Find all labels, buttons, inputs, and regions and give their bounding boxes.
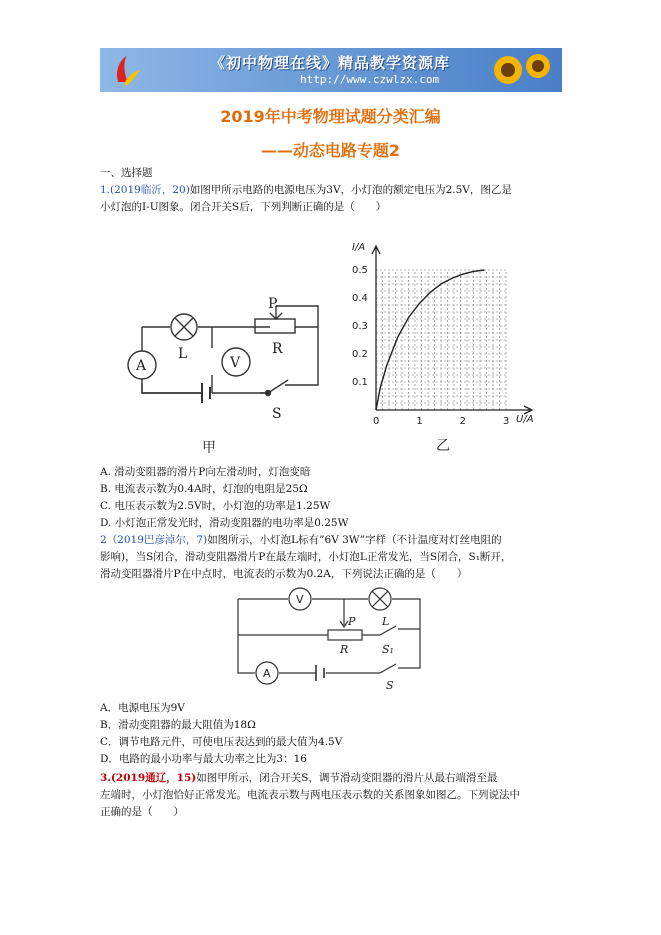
question-2-line1 xyxy=(100,532,502,549)
q1-option-a: A. 滑动变阻器的滑片P向左滑动时，灯泡变暗 xyxy=(100,466,311,478)
section-heading: 一、选择题 xyxy=(100,167,153,179)
q1-number: 1. xyxy=(100,184,111,196)
q2-label-lamp: L xyxy=(382,615,390,628)
chart-x-tick-label: 2 xyxy=(459,416,467,427)
q2-circuit-diagram xyxy=(230,585,430,695)
q1-option-c: C. 电压表示数为2.5V时，小灯泡的功率是1.25W xyxy=(100,500,331,512)
chart-ylabel: I/A xyxy=(352,242,366,253)
q1-fig-caption-left: 甲 xyxy=(202,440,216,456)
chart-x-tick-label: 0 xyxy=(373,416,380,427)
q2-label-resistor: R xyxy=(340,643,349,656)
q2-option-b: B．滑动变阻器的最大阻值为18Ω xyxy=(100,719,256,731)
q1-label-slider: P xyxy=(268,296,278,312)
q1-label-lamp: L xyxy=(178,346,188,362)
q1-option-b: B. 电流表示数为0.4A时，灯泡的电阻是25Ω xyxy=(100,483,308,495)
question-2-line2: 影响)，当S闭合，滑动变阻器滑片P在最左端时，小灯泡L正常发光，当S闭合，S₁断开， xyxy=(100,551,512,563)
chart-y-tick-label: 0.3 xyxy=(352,321,368,332)
q3-text-1: 如图甲所示，闭合开关S，调节滑动变阻器的滑片从最右端滑至最 xyxy=(196,772,498,784)
chart-xlabel: U/A xyxy=(516,414,534,425)
q2-label-slider: P xyxy=(348,615,356,628)
q2-label-ammeter: A xyxy=(263,667,271,680)
question-3-line3: 正确的是（ ） xyxy=(100,806,184,818)
header-banner xyxy=(100,48,562,92)
q1-fig-caption-right: 乙 xyxy=(436,438,450,454)
q1-label-resistor: R xyxy=(272,341,283,357)
q1-label-switch: S xyxy=(272,406,282,422)
q3-number: 3. xyxy=(100,772,111,784)
site-logo-icon xyxy=(108,52,144,88)
q1-text-1: 如图甲所示电路的电源电压为3V，小灯泡的额定电压为2.5V，图乙是 xyxy=(189,184,512,196)
q1-source: (2019临沂，20) xyxy=(110,184,190,196)
chart-grid xyxy=(376,270,506,410)
question-2-line3: 滑动变阻器滑片P在中点时，电流表的示数为0.2A，下列说法正确的是（ ） xyxy=(100,568,468,580)
q1-iu-chart xyxy=(340,240,540,460)
q2-source: （2019巴彦淖尔，7) xyxy=(106,534,208,546)
document-subtitle: ——动态电路专题2 xyxy=(260,141,401,160)
q2-label-switch: S xyxy=(386,679,394,692)
q1-label-voltmeter: V xyxy=(230,355,241,371)
q2-label-voltmeter: V xyxy=(296,593,304,606)
q2-label-switch1: S₁ xyxy=(382,643,394,656)
question-3-line1 xyxy=(100,770,497,787)
chart-y-tick-label: 0.4 xyxy=(352,293,368,304)
sunflower-icon xyxy=(486,50,556,90)
document-title: 2019年中考物理试题分类汇编 xyxy=(220,107,441,126)
chart-x-tick-label: 1 xyxy=(416,416,423,427)
q2-option-a: A．电源电压为9V xyxy=(100,702,185,714)
chart-y-tick-label: 0.1 xyxy=(352,377,368,388)
q2-number: 2 xyxy=(100,534,107,546)
q2-text-1: 如图所示，小灯泡L标有”6V 3W”字样（不计温度对灯丝电阻的 xyxy=(207,534,502,546)
q2-option-d: D．电路的最小功率与最大功率之比为3：16 xyxy=(100,753,307,765)
banner-url[interactable]: http://www.czwlzx.com xyxy=(300,73,440,86)
q3-source: (2019通辽，15) xyxy=(110,772,197,784)
q1-circuit-diagram xyxy=(110,230,340,460)
chart-y-tick-label: 0.2 xyxy=(352,349,368,360)
banner-title: 《初中物理在线》精品教学资源库 xyxy=(210,54,451,72)
q1-option-d: D. 小灯泡正常发光时，滑动变阻器的电功率是0.25W xyxy=(100,517,349,529)
chart-y-tick-label: 0.5 xyxy=(352,265,368,276)
question-1-line2: 小灯泡的I-U图象。闭合开关S后，下列判断正确的是（ ） xyxy=(100,201,387,213)
q1-label-ammeter: A xyxy=(136,358,147,374)
chart-x-tick-label: 3 xyxy=(503,416,510,427)
q2-option-c: C．调节电路元件，可使电压表达到的最大值为4.5V xyxy=(100,736,343,748)
question-3-line2: 左端时，小灯泡恰好正常发光。电流表示数与两电压表示数的关系图象如图乙。下列说法中 xyxy=(100,789,520,801)
question-1-line1 xyxy=(100,182,512,199)
